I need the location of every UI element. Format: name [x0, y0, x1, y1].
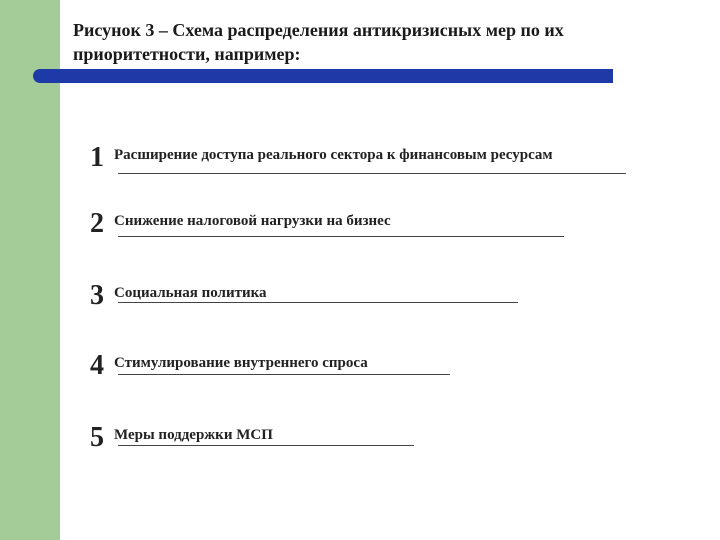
item-underline	[118, 302, 518, 303]
item-label: Стимулирование внутреннего спроса	[114, 355, 368, 371]
item-underline	[118, 236, 564, 237]
title-line-1: Рисунок 3 – Схема распределения антикризисных мер по их	[73, 20, 564, 40]
item-label: Меры поддержки МСП	[114, 427, 273, 443]
item-number: 1	[90, 142, 104, 173]
title-line-2: приоритетности, например:	[73, 44, 301, 64]
item-label: Социальная политика	[114, 285, 267, 301]
item-number: 3	[90, 280, 104, 311]
item-underline	[118, 374, 450, 375]
item-label: Расширение доступа реального сектора к финансовым ресурсам	[114, 147, 553, 163]
item-underline	[118, 173, 626, 174]
slide-title	[73, 18, 673, 66]
item-underline	[118, 445, 414, 446]
item-number: 4	[90, 350, 104, 381]
item-label: Снижение налоговой нагрузки на бизнес	[114, 213, 391, 229]
title-underline-bar	[33, 69, 613, 83]
item-number: 5	[90, 422, 104, 453]
item-number: 2	[90, 208, 104, 239]
